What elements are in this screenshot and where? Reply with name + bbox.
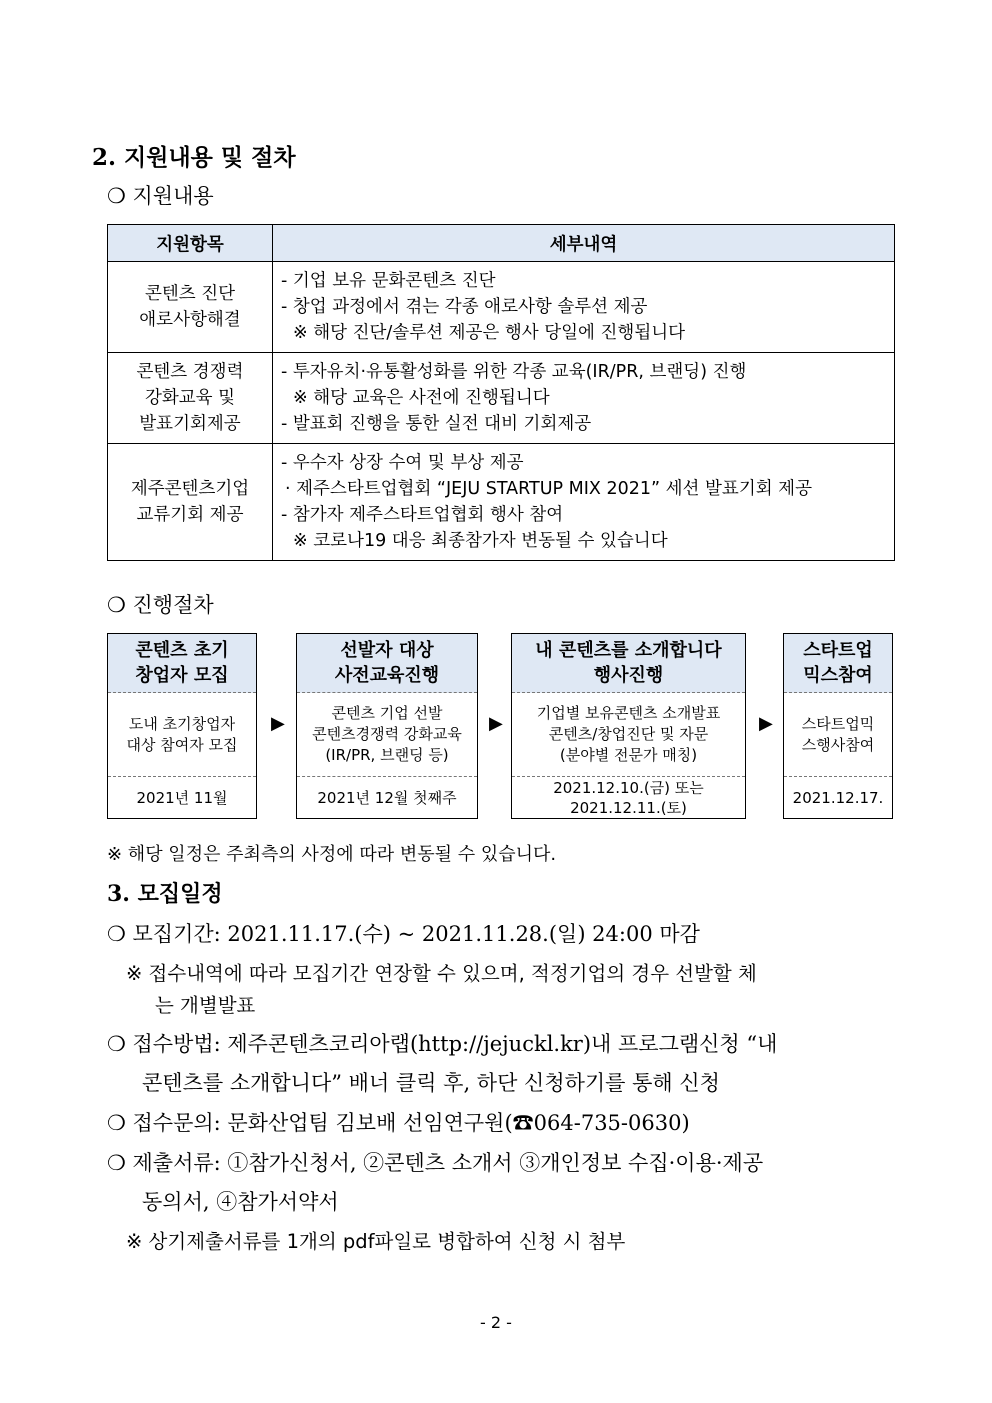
process-step-body: 도내 초기창업자 대상 참여자 모집 [108, 693, 256, 777]
schedule-note: ※ 해당 일정은 주최측의 사정에 따라 변동될 수 있습니다. [107, 844, 557, 865]
process-step-body: 콘텐츠 기업 선발 콘텐츠경쟁력 강화교육 (IR/PR, 브랜딩 등) [297, 693, 477, 777]
support-detail-line: - 우수자 상장 수여 및 부상 제공 [281, 453, 524, 473]
section-3-title: 3. 모집일정 [107, 881, 223, 907]
table-header-row [108, 225, 895, 262]
process-step-body: 기업별 보유콘텐츠 소개발표 콘텐츠/창업진단 및 자문 (분야별 전문가 매칭) [512, 693, 745, 777]
process-step-3 [511, 633, 746, 819]
process-step-body: 스타트업믹 스행사참여 [784, 693, 892, 777]
support-item-label: 발표기회제공 [139, 414, 241, 434]
application-method-cont: 콘텐츠를 소개합니다” 배너 클릭 후, 하단 신청하기를 통해 신청 [142, 1071, 720, 1095]
process-step-2 [296, 633, 478, 819]
process-step-date: 2021년 12월 첫째주 [317, 789, 457, 807]
process-step-title: 스타트업 믹스참여 [784, 634, 892, 693]
table-row [108, 262, 895, 353]
table-header-details: 세부내역 [273, 225, 895, 262]
submission-documents: ❍ 제출서류: ①참가신청서, ②콘텐츠 소개서 ③개인정보 수집·이용·제공 [107, 1151, 764, 1175]
support-item-label: 애로사항해결 [139, 310, 241, 330]
support-detail-line: - 참가자 제주스타트업협회 행사 참여 [281, 505, 564, 525]
process-arrow: ▶ [271, 713, 285, 734]
support-item-cell [108, 262, 273, 353]
support-content-heading: ❍ 지원내용 [107, 184, 214, 208]
process-heading: ❍ 진행절차 [107, 593, 214, 617]
support-table [107, 224, 895, 561]
section-2-title: 2. 지원내용 및 절차 [92, 144, 296, 171]
recruit-period-note: ※ 접수내역에 따라 모집기간 연장할 수 있으며, 적정기업의 경우 선발할 체 [126, 962, 757, 985]
process-step-1 [107, 633, 257, 819]
support-item-label: 콘텐츠 경쟁력 [136, 362, 244, 382]
support-detail-cell [273, 353, 895, 444]
support-item-label: 교류기회 제공 [136, 505, 244, 525]
support-detail-line: · 제주스타트업협회 “JEJU STARTUP MIX 2021” 세션 발표기회 제공 [285, 479, 812, 499]
support-detail-line: - 발표회 진행을 통한 실전 대비 기회제공 [281, 414, 592, 434]
support-item-label: 강화교육 및 [144, 388, 236, 408]
recruit-period-note-cont: 는 개별발표 [155, 994, 256, 1017]
inquiry-contact: ❍ 접수문의: 문화산업팀 김보배 선임연구원(☎064-735-0630) [107, 1111, 690, 1135]
support-item-label: 제주콘텐츠기업 [130, 479, 250, 499]
process-step-date: 2021년 11월 [136, 789, 228, 807]
support-item-label: 콘텐츠 진단 [144, 284, 236, 304]
support-detail-line: ※ 해당 진단/솔루션 제공은 행사 당일에 진행됩니다 [293, 323, 686, 343]
recruit-period: ❍ 모집기간: 2021.11.17.(수) ~ 2021.11.28.(일) 24:00 마감 [107, 922, 700, 946]
process-step-title: 콘텐츠 초기 창업자 모집 [108, 634, 256, 693]
submission-documents-cont: 동의서, ④참가서약서 [142, 1190, 339, 1214]
process-arrow: ▶ [489, 713, 503, 734]
support-detail-cell [273, 444, 895, 561]
process-step-title: 선발자 대상 사전교육진행 [297, 634, 477, 693]
application-method: ❍ 접수방법: 제주콘텐츠코리아랩(http://jejuckl.kr)내 프로그램신청 “내 [107, 1032, 778, 1056]
support-detail-line: - 창업 과정에서 겪는 각종 애로사항 솔루션 제공 [281, 297, 648, 317]
support-item-cell [108, 444, 273, 561]
table-row [108, 444, 895, 561]
support-item-cell [108, 353, 273, 444]
process-step-date: 2021.12.10.(금) 또는 2021.12.11.(토) [553, 779, 704, 817]
process-step-title: 내 콘텐츠를 소개합니다 행사진행 [512, 634, 745, 693]
support-detail-line: - 투자유치·유통활성화를 위한 각종 교육(IR/PR, 브랜딩) 진행 [281, 362, 747, 382]
table-row [108, 353, 895, 444]
table-header-item: 지원항목 [108, 225, 273, 262]
process-step-4 [783, 633, 893, 819]
support-detail-line: ※ 코로나19 대응 최종참가자 변동될 수 있습니다 [293, 531, 668, 551]
process-step-date: 2021.12.17. [792, 789, 884, 807]
process-arrow: ▶ [759, 713, 773, 734]
support-detail-cell [273, 262, 895, 353]
support-detail-line: - 기업 보유 문화콘텐츠 진단 [281, 271, 496, 291]
submission-note: ※ 상기제출서류를 1개의 pdf파일로 병합하여 신청 시 첨부 [126, 1230, 626, 1253]
page-number: - 2 - [480, 1313, 512, 1332]
support-detail-line: ※ 해당 교육은 사전에 진행됩니다 [293, 388, 550, 408]
